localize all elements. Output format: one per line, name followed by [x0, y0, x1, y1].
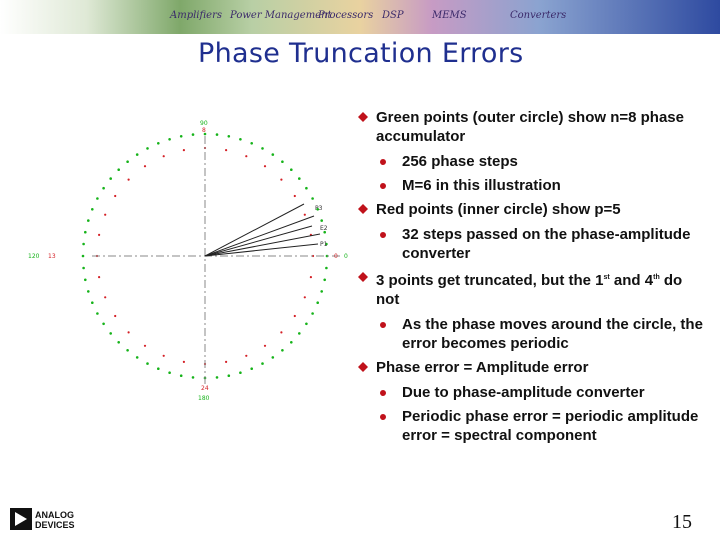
banner-label-processors: Processors: [318, 10, 374, 21]
inner-point: [310, 276, 312, 278]
outer-point: [82, 243, 85, 246]
label-p3: P3: [315, 205, 323, 212]
outer-point: [325, 267, 328, 270]
banner-label-amplifiers: Amplifiers: [170, 10, 223, 21]
inner-point: [304, 214, 306, 216]
outer-point: [136, 153, 139, 156]
inner-point: [98, 276, 100, 278]
sub-bullet-text: M=6 in this illustration: [402, 177, 561, 194]
label-left-green: 120: [28, 253, 40, 260]
outer-point: [84, 231, 87, 234]
dot-bullet-icon: [380, 232, 386, 238]
page-number: 15: [672, 511, 692, 533]
outer-point: [91, 301, 94, 304]
outer-point: [102, 323, 105, 326]
sub-bullet-text: Due to phase-amplitude converter: [402, 384, 645, 401]
outer-point: [96, 197, 99, 200]
phase-wheel-diagram: [22, 116, 362, 416]
inner-point: [294, 195, 296, 197]
inner-point: [163, 355, 165, 357]
outer-point: [228, 374, 231, 377]
dot-bullet-icon: [380, 183, 386, 189]
label-top-red: 8: [202, 127, 206, 134]
sub-bullet-text: 32 steps passed on the phase-amplitude converter: [402, 226, 691, 262]
outer-point: [216, 133, 219, 136]
header-banner: [0, 0, 720, 34]
inner-point: [280, 331, 282, 333]
outer-point: [136, 356, 139, 359]
inner-point: [163, 155, 165, 157]
label-e2: E2: [320, 225, 328, 232]
inner-point: [144, 345, 146, 347]
inner-point: [264, 345, 266, 347]
outer-point: [87, 290, 90, 293]
outer-point: [305, 323, 308, 326]
inner-point: [144, 165, 146, 167]
outer-point: [117, 341, 120, 344]
banner-label-converters: Converters: [510, 10, 567, 21]
outer-point: [82, 255, 85, 258]
phase-vector-3: [205, 226, 312, 256]
dot-bullet-icon: [380, 322, 386, 328]
outer-point: [146, 362, 149, 365]
bullet-4: [358, 358, 708, 377]
diamond-bullet-icon: [358, 204, 368, 214]
label-left-red: 13: [48, 253, 56, 260]
banner-label-mems: MEMS: [432, 10, 467, 21]
outer-point: [126, 160, 129, 163]
outer-point: [102, 187, 105, 190]
diamond-bullet-icon: [358, 362, 368, 372]
inner-point: [183, 361, 185, 363]
outer-point: [261, 147, 264, 150]
phase-vector-4: [205, 234, 320, 256]
inner-point: [225, 361, 227, 363]
outer-point: [272, 153, 275, 156]
bullet-list: [358, 108, 708, 450]
sub-bullet: [358, 383, 708, 402]
outer-point: [239, 138, 242, 141]
diamond-bullet-icon: [358, 112, 368, 122]
outer-point: [250, 367, 253, 370]
inner-point: [225, 149, 227, 151]
dot-bullet-icon: [380, 159, 386, 165]
inner-point: [104, 296, 106, 298]
bullet-3-text-c: do not: [376, 272, 683, 308]
outer-point: [84, 279, 87, 282]
outer-point: [109, 332, 112, 335]
sub-bullet: [358, 315, 708, 353]
outer-point: [316, 301, 319, 304]
inner-point: [245, 355, 247, 357]
label-right-green: 0: [344, 253, 348, 260]
label-p1: P1: [320, 241, 328, 248]
outer-point: [146, 147, 149, 150]
outer-point: [82, 267, 85, 270]
outer-point: [157, 142, 160, 145]
outer-point: [320, 290, 323, 293]
sub-bullet: [358, 152, 708, 171]
superscript-th: th: [653, 274, 660, 281]
outer-point: [87, 219, 90, 222]
outer-point: [157, 367, 160, 370]
bullet-3-text-a: 3 points get truncated, but the 1: [376, 272, 604, 289]
label-bottom-green: 180: [198, 395, 210, 402]
outer-point: [168, 138, 171, 141]
outer-point: [239, 371, 242, 374]
bullet-4-text: Phase error = Amplitude error: [376, 359, 589, 376]
label-right-red: 0: [334, 253, 338, 260]
sub-bullet: [358, 225, 708, 263]
outer-point: [281, 349, 284, 352]
outer-point: [109, 177, 112, 180]
outer-point: [290, 341, 293, 344]
outer-point: [192, 133, 195, 136]
outer-point: [298, 177, 301, 180]
analog-devices-logo: [10, 506, 90, 532]
outer-point: [323, 279, 326, 282]
banner-label-dsp: DSP: [382, 10, 404, 21]
outer-point: [117, 168, 120, 171]
superscript-st: st: [603, 274, 610, 281]
bullet-1-text: Green points (outer circle) show n=8 phase accumulator: [376, 109, 684, 145]
dot-bullet-icon: [380, 414, 386, 420]
bullet-3-text-b: and 4: [609, 272, 654, 289]
outer-point: [96, 312, 99, 315]
outer-point: [298, 332, 301, 335]
label-top-green: 90: [200, 120, 208, 127]
dot-bullet-icon: [380, 390, 386, 396]
outer-point: [311, 197, 314, 200]
outer-point: [168, 371, 171, 374]
inner-point: [114, 315, 116, 317]
outer-point: [180, 374, 183, 377]
outer-point: [216, 376, 219, 379]
sub-bullet-text: As the phase moves around the circle, the error becomes periodic: [402, 316, 703, 352]
inner-point: [264, 165, 266, 167]
sub-bullet: [358, 407, 708, 445]
outer-point: [290, 168, 293, 171]
sub-bullet-text: 256 phase steps: [402, 153, 518, 170]
sub-bullet-text: Periodic phase error = periodic amplitude error = spectral component: [402, 408, 699, 444]
outer-point: [281, 160, 284, 163]
logo-line-2: DEVICES: [35, 520, 75, 530]
outer-point: [91, 208, 94, 211]
outer-point: [261, 362, 264, 365]
outer-point: [250, 142, 253, 145]
inner-point: [114, 195, 116, 197]
inner-point: [294, 315, 296, 317]
outer-point: [228, 135, 231, 138]
bullet-3: [358, 268, 708, 309]
diamond-bullet-icon: [358, 272, 368, 282]
bullet-2-text: Red points (inner circle) show p=5: [376, 201, 621, 218]
label-bottom-red: 24: [201, 385, 209, 392]
slide-title: Phase Truncation Errors: [198, 38, 524, 69]
inner-point: [183, 149, 185, 151]
inner-point: [128, 331, 130, 333]
inner-point: [280, 179, 282, 181]
outer-point: [311, 312, 314, 315]
banner-label-power: Power Management: [230, 10, 332, 21]
inner-point: [98, 234, 100, 236]
phase-vector-1: [205, 204, 304, 256]
outer-point: [320, 219, 323, 222]
outer-point: [192, 376, 195, 379]
sub-bullet: [358, 176, 708, 195]
outer-point: [272, 356, 275, 359]
inner-point: [128, 179, 130, 181]
outer-point: [126, 349, 129, 352]
bullet-2: [358, 200, 708, 219]
outer-point: [305, 187, 308, 190]
inner-point: [304, 296, 306, 298]
inner-point: [245, 155, 247, 157]
logo-line-1: ANALOG: [35, 510, 74, 520]
outer-point: [180, 135, 183, 138]
bullet-1: [358, 108, 708, 146]
inner-point: [104, 214, 106, 216]
